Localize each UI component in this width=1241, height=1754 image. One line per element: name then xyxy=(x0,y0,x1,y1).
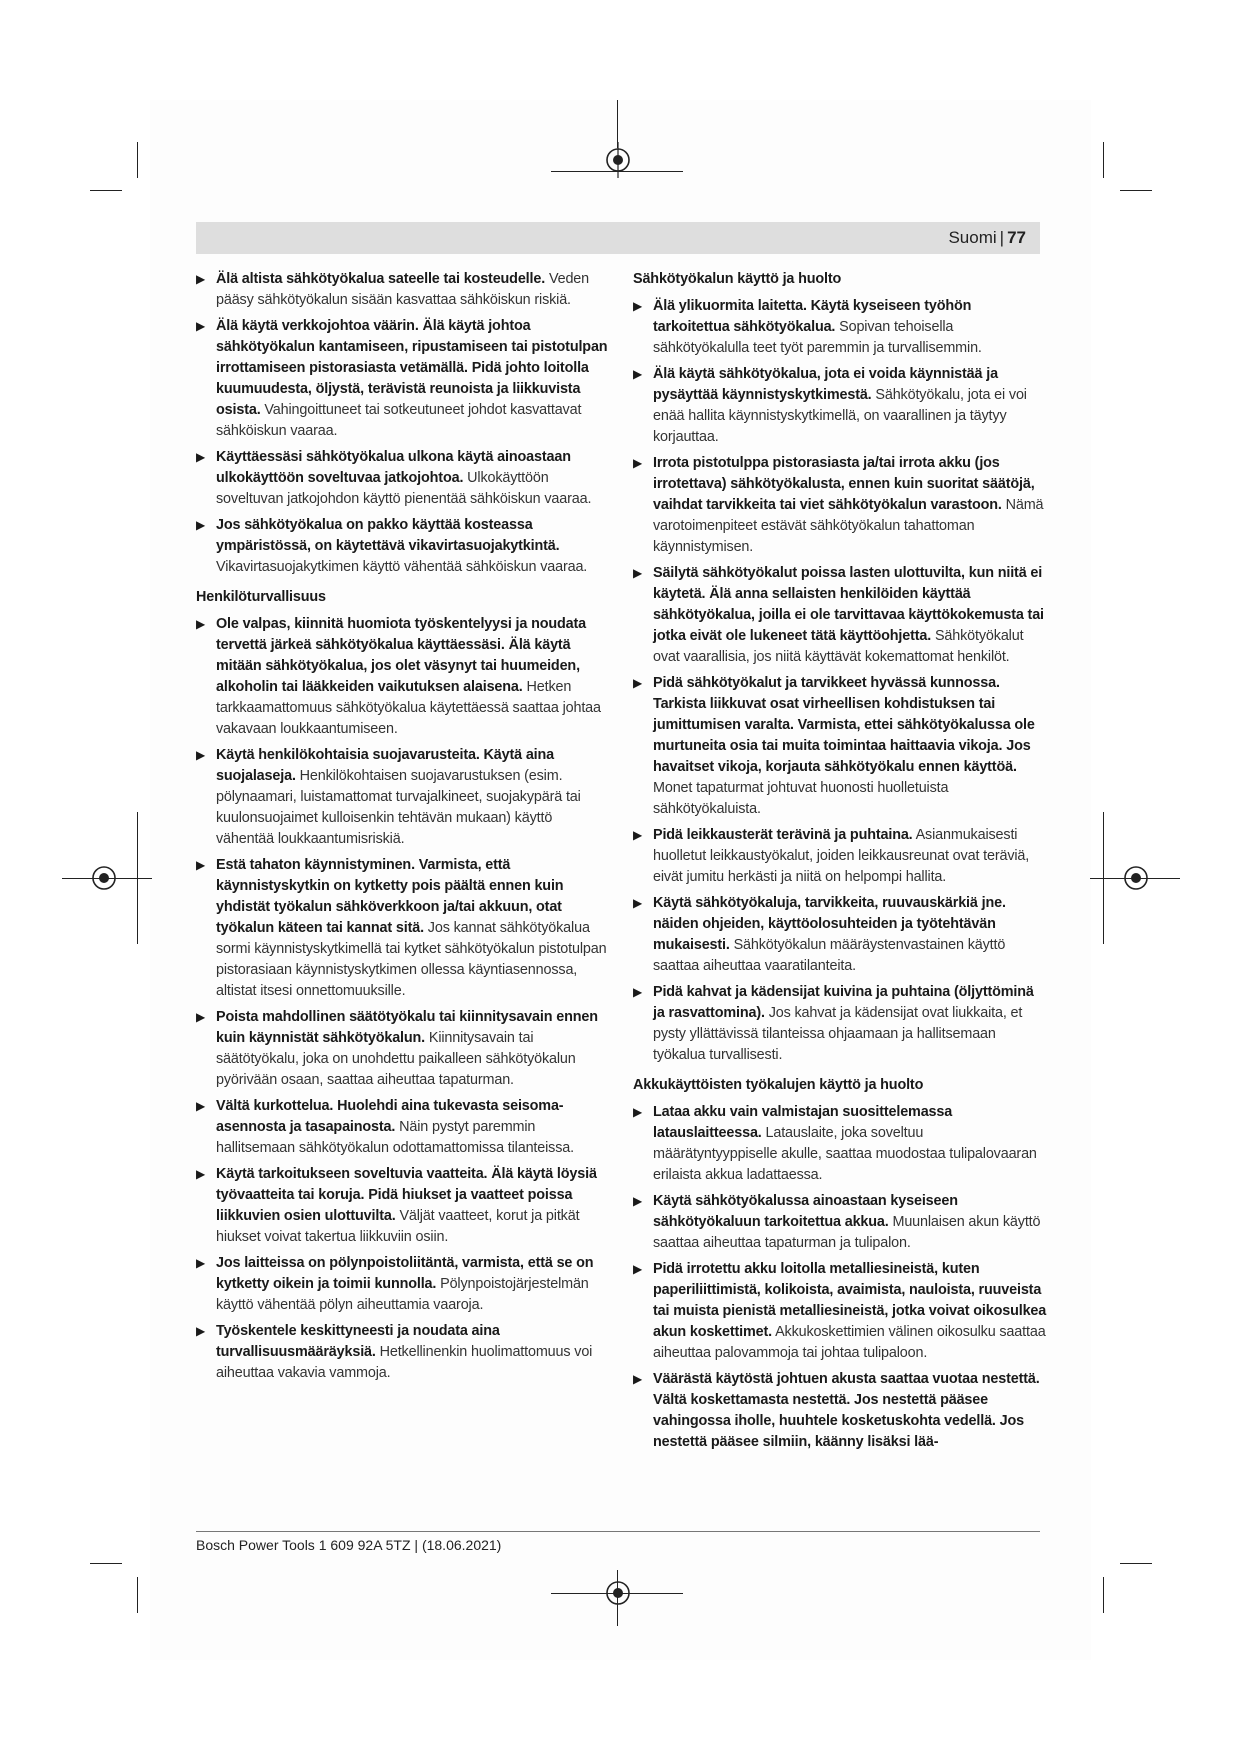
registration-line xyxy=(62,878,152,879)
safety-instruction xyxy=(196,269,611,311)
instruction-emphasis: Älä käytä sähkötyökalua, jota ei voida käynnistää ja pysäyttää käynnistyskytkimestä. xyxy=(653,366,998,403)
crop-mark xyxy=(1103,1577,1104,1613)
safety-instruction xyxy=(196,1096,611,1159)
instruction-explanation: Sähkötyökalun määräystenvastainen käyttö saattaa aiheuttaa vaaratilanteita. xyxy=(653,937,1006,974)
safety-instruction xyxy=(633,825,1048,888)
bullet-arrow-icon: ▶ xyxy=(196,1010,206,1024)
instruction-emphasis: Jos laitteissa on pölynpoistoliitäntä, varmista, että se on kytketty oikein ja toimii kunnolla. xyxy=(216,1255,594,1292)
safety-instruction xyxy=(196,1253,611,1316)
safety-instruction xyxy=(633,673,1048,820)
registration-line xyxy=(617,100,618,148)
safety-instruction xyxy=(633,982,1048,1066)
instruction-emphasis: Pidä leikkausterät terävinä ja puhtaina. xyxy=(653,827,913,843)
crop-mark xyxy=(137,1577,138,1613)
instruction-explanation: Ulkokäyttöön soveltuvan jatkojohdon käyttö pienentää sähköiskun vaaraa. xyxy=(216,470,592,507)
instruction-explanation: Jos kahvat ja kädensijat ovat liukkaita, et pysty yllättävissä tilanteissa ohjaamaan ja hallitsemaan työkalua turvallisesti. xyxy=(653,1005,1023,1063)
crop-mark xyxy=(1120,190,1152,191)
registration-line xyxy=(137,812,138,944)
bullet-arrow-icon: ▶ xyxy=(633,566,643,580)
instruction-explanation: Sähkötyökalut ovat vaarallisia, jos niitä käyttävät kokemattomat henkilöt. xyxy=(653,628,1024,665)
bullet-arrow-icon: ▶ xyxy=(196,1167,206,1181)
safety-instruction xyxy=(633,453,1048,558)
section-heading: Akkukäyttöisten työkalujen käyttö ja huolto xyxy=(633,1077,924,1093)
bullet-arrow-icon: ▶ xyxy=(196,748,206,762)
crop-mark xyxy=(90,1563,122,1564)
instruction-emphasis: Jos sähkötyökalua on pakko käyttää kosteassa ympäristössä, on käytettävä vikavirtasuojakytkintä. xyxy=(216,517,560,554)
safety-instruction xyxy=(196,855,611,1002)
instruction-emphasis: Lataa akku vain valmistajan suosittelemassa latauslaitteessa. xyxy=(653,1104,953,1141)
safety-instruction xyxy=(196,1321,611,1384)
bullet-arrow-icon: ▶ xyxy=(633,1105,643,1119)
instruction-explanation: Näin pystyt paremmin hallitsemaan sähkötyökalun odottamattomissa tilanteissa. xyxy=(216,1119,574,1156)
page-header-label xyxy=(948,228,1026,248)
safety-instruction xyxy=(633,563,1048,668)
bullet-arrow-icon: ▶ xyxy=(633,676,643,690)
instruction-emphasis: Estä tahaton käynnistyminen. Varmista, että käynnistyskytkin on kytketty pois päältä ennen kuin yhdistät työkalun sähköverkkoon ja/tai akkuun, otat työkalun käteen tai kannat sitä. xyxy=(216,857,564,936)
registration-mark-icon xyxy=(600,142,636,178)
safety-instruction xyxy=(633,893,1048,977)
instruction-explanation: Akkukoskettimien välinen oikosulku saattaa aiheuttaa palovammoja tai johtaa tulipaloon. xyxy=(653,1324,1046,1361)
safety-instruction xyxy=(633,1259,1048,1364)
section-heading: Sähkötyökalun käyttö ja huolto xyxy=(633,271,842,287)
instruction-explanation: Pölynpoistojärjestelmän käyttö vähentää pölyn aiheuttamia vaaroja. xyxy=(216,1276,589,1313)
safety-instruction xyxy=(196,1164,611,1248)
instruction-explanation: Sopivan tehoisella sähkötyökalulla teet työt paremmin ja turvallisemmin. xyxy=(653,319,982,356)
safety-instruction xyxy=(196,745,611,850)
right-column xyxy=(633,269,1048,1458)
bullet-arrow-icon: ▶ xyxy=(633,367,643,381)
header-separator: | xyxy=(999,228,1005,247)
bullet-arrow-icon: ▶ xyxy=(633,1194,643,1208)
bullet-arrow-icon: ▶ xyxy=(196,617,206,631)
bullet-arrow-icon: ▶ xyxy=(633,1262,643,1276)
registration-line xyxy=(617,1570,618,1626)
instruction-explanation: Monet tapaturmat johtuvat huonosti huolletuista sähkötyökaluista. xyxy=(653,780,949,817)
safety-instruction xyxy=(196,447,611,510)
safety-instruction xyxy=(196,316,611,442)
instruction-emphasis: Käyttäessäsi sähkötyökalua ulkona käytä ainoastaan ulkokäyttöön soveltuvaa jatkojohtoa. xyxy=(216,449,571,486)
instruction-explanation: Hetkellinenkin huolimattomuus voi aiheuttaa vakavia vammoja. xyxy=(216,1344,593,1381)
instruction-emphasis: Irrota pistotulppa pistorasiasta ja/tai irrota akku (jos irrotettava) sähkötyökalusta, ennen kuin suoritat säätöjä, vaihdat tarvikkeita tai viet sähkötyökalun varastoon. xyxy=(653,455,1035,513)
bullet-arrow-icon: ▶ xyxy=(633,299,643,313)
crop-mark xyxy=(1103,142,1104,178)
header-language: Suomi xyxy=(948,228,997,247)
instruction-emphasis: Käytä henkilökohtaisia suojavarusteita. Käytä aina suojalaseja. xyxy=(216,747,555,784)
instruction-emphasis: Pidä kahvat ja kädensijat kuivina ja puhtaina (öljyttöminä ja rasvattomina). xyxy=(653,984,1034,1021)
safety-instruction xyxy=(633,296,1048,359)
instruction-explanation: Kiinnitysavain tai säätötyökalu, joka on unohdettu paikalleen sähkötyökalun pyörivään osaan, saattaa aiheuttaa tapaturman. xyxy=(216,1030,576,1088)
safety-instruction xyxy=(196,614,611,740)
bullet-arrow-icon: ▶ xyxy=(633,985,643,999)
instruction-emphasis: Poista mahdollinen säätötyökalu tai kiinnitysavain ennen kuin käynnistät sähkötyökalun. xyxy=(216,1009,598,1046)
safety-instruction xyxy=(196,515,611,578)
instruction-emphasis: Työskentele keskittyneesti ja noudata aina turvallisuusmääräyksiä. xyxy=(216,1323,500,1360)
page-header-bar xyxy=(196,222,1040,254)
safety-instruction xyxy=(196,1007,611,1091)
safety-instruction xyxy=(633,1102,1048,1186)
bullet-arrow-icon: ▶ xyxy=(196,858,206,872)
instruction-explanation: Jos kannat sähkötyökalua sormi käynnistyskytkimellä tai kytket sähkötyökalun pistotulpan pistorasiaan käynnistyskytkimen ollessa käyntiasennossa, altistat itsesi onnettomuuksille. xyxy=(216,920,607,999)
instruction-explanation: Muunlaisen akun käyttö saattaa aiheuttaa tapaturman ja tulipalon. xyxy=(653,1214,1041,1251)
instruction-emphasis: Pidä irrotettu akku loitolla metalliesineistä, kuten paperiliittimistä, kolikoista, avaimista, nauloista, ruuveista tai muista pienistä metalliesineistä, jotka voivat oikosulkea akun koskettimet. xyxy=(653,1261,1047,1340)
instruction-emphasis: Älä käytä verkkojohtoa väärin. Älä käytä johtoa sähkötyökalun kantamiseen, ripustamiseen tai pistotulpan irrottamiseen pistorasiasta vetämällä. Pidä johto loitolla kuumuudesta, öljystä, terävistä reunoista ja liikkuvista osista. xyxy=(216,318,608,418)
instruction-explanation: Latauslaite, joka soveltuu määrätyntyyppiselle akulle, saattaa muodostaa tulipalovaaran erilaista akkua ladattaessa. xyxy=(653,1125,1037,1183)
instruction-emphasis: Ole valpas, kiinnitä huomiota työskentelyysi ja noudata tervettä järkeä sähkötyökalua käyttäessäsi. Älä käytä mitään sähkötyökalua, jos olet väsynyt tai huumeiden, alkoholin tai lääkkeiden vaikutuksen alaisena. xyxy=(216,616,587,695)
instruction-explanation: Veden pääsy sähkötyökalun sisään kasvattaa sähköiskun riskiä. xyxy=(216,271,590,308)
instruction-emphasis: Älä altista sähkötyökalua sateelle tai kosteudelle. xyxy=(216,271,546,287)
bullet-arrow-icon: ▶ xyxy=(196,272,206,286)
section-heading: Henkilöturvallisuus xyxy=(196,589,326,605)
crop-mark xyxy=(1120,1563,1152,1564)
instruction-emphasis: Vältä kurkottelua. Huolehdi aina tukevasta seisoma-asennosta ja tasapainosta. xyxy=(216,1098,564,1135)
safety-instruction xyxy=(633,1369,1048,1453)
instruction-emphasis: Käytä sähkötyökaluja, tarvikkeita, ruuvauskärkiä jne. näiden ohjeiden, käyttöolosuhteiden ja työtehtävän mukaisesti. xyxy=(653,895,1006,953)
instruction-explanation: Nämä varotoimenpiteet estävät sähkötyökalun tahattoman käynnistymisen. xyxy=(653,497,1044,555)
instruction-explanation: Asianmukaisesti huolletut leikkaustyökalut, joiden leikkausreunat ovat teräviä, eivät jumitu herkästi ja niitä on helpompi hallita. xyxy=(653,827,1030,885)
instruction-explanation: Vahingoittuneet tai sotkeutuneet johdot kasvattavat sähköiskun vaaraa. xyxy=(216,402,582,439)
instruction-explanation: Sähkötyökalu, jota ei voi enää hallita käynnistyskytkimellä, on vaarallinen ja täytyy korjauttaa. xyxy=(653,387,1027,445)
bullet-arrow-icon: ▶ xyxy=(196,518,206,532)
bullet-arrow-icon: ▶ xyxy=(633,896,643,910)
bullet-arrow-icon: ▶ xyxy=(196,450,206,464)
bullet-arrow-icon: ▶ xyxy=(633,456,643,470)
instruction-explanation: Vikavirtasuojakytkimen käyttö vähentää sähköiskun vaaraa. xyxy=(216,559,588,575)
bullet-arrow-icon: ▶ xyxy=(196,1324,206,1338)
bullet-arrow-icon: ▶ xyxy=(196,1256,206,1270)
instruction-explanation: Hetken tarkkaamattomuus sähkötyökalua käytettäessä saattaa johtaa vakavaan loukkaantumiseen. xyxy=(216,679,601,737)
left-column xyxy=(196,269,611,1389)
instruction-emphasis: Säilytä sähkötyökalut poissa lasten ulottuvilta, kun niitä ei käytetä. Älä anna sellaisten henkilöiden käyttää sähkötyökalua, joilla ei ole tarvittavaa käyttökokemusta tai jotka eivät ole lukeneet tätä käyttöohjetta. xyxy=(653,565,1044,644)
registration-line xyxy=(551,171,683,172)
registration-line xyxy=(1103,812,1104,944)
crop-mark xyxy=(90,190,122,191)
instruction-explanation: Henkilökohtaisen suojavarustuksen (esim. pölynaamari, luistamattomat turvajalkineet, suojakypärä tai kuulonsuojaimet kulloisenkin tehtävän mukaan) käyttö vähentää loukkaantumisriskiä. xyxy=(216,768,581,847)
page-footer: Bosch Power Tools 1 609 92A 5TZ | (18.06.2021) xyxy=(196,1537,502,1553)
instruction-emphasis: Käytä sähkötyökalussa ainoastaan kyseiseen sähkötyökaluun tarkoitettua akkua. xyxy=(653,1193,958,1230)
bullet-arrow-icon: ▶ xyxy=(196,1099,206,1113)
instruction-emphasis: Pidä sähkötyökalut ja tarvikkeet hyvässä kunnossa. Tarkista liikkuvat osat virheellisen kohdistuksen tai jumittumisen varalta. Varmista, ettei sähkötyökalussa ole murtuneita osia tai muita toimintaa haittaavia vikoja. Jos havaitset vikoja, korjauta sähkötyökalu ennen käyttöä. xyxy=(653,675,1035,775)
instruction-emphasis: Käytä tarkoitukseen soveltuvia vaatteita. Älä käytä löysiä työvaatteita tai koruja. Pidä hiukset ja vaatteet poissa liikkuvien osien ulottuvilta. xyxy=(216,1166,597,1224)
bullet-arrow-icon: ▶ xyxy=(196,319,206,333)
instruction-emphasis: Väärästä käytöstä johtuen akusta saattaa vuotaa nestettä. Vältä koskettamasta nestettä. Jos nestettä pääsee vahingossa iholle, huuhtele kosketuskohta vedellä. Jos nestettä pääsee silmiin, käänny lisäksi lää- xyxy=(653,1371,1040,1450)
safety-instruction xyxy=(633,1191,1048,1254)
instruction-emphasis: Älä ylikuormita laitetta. Käytä kyseiseen työhön tarkoitettua sähkötyökalua. xyxy=(653,298,972,335)
bullet-arrow-icon: ▶ xyxy=(633,1372,643,1386)
bullet-arrow-icon: ▶ xyxy=(633,828,643,842)
page-number: 77 xyxy=(1007,228,1026,247)
crop-mark xyxy=(137,142,138,178)
instruction-explanation: Väljät vaatteet, korut ja pitkät hiukset voivat takertua liikkuviin osiin. xyxy=(216,1208,580,1245)
safety-instruction xyxy=(633,364,1048,448)
footer-rule xyxy=(196,1531,1040,1532)
